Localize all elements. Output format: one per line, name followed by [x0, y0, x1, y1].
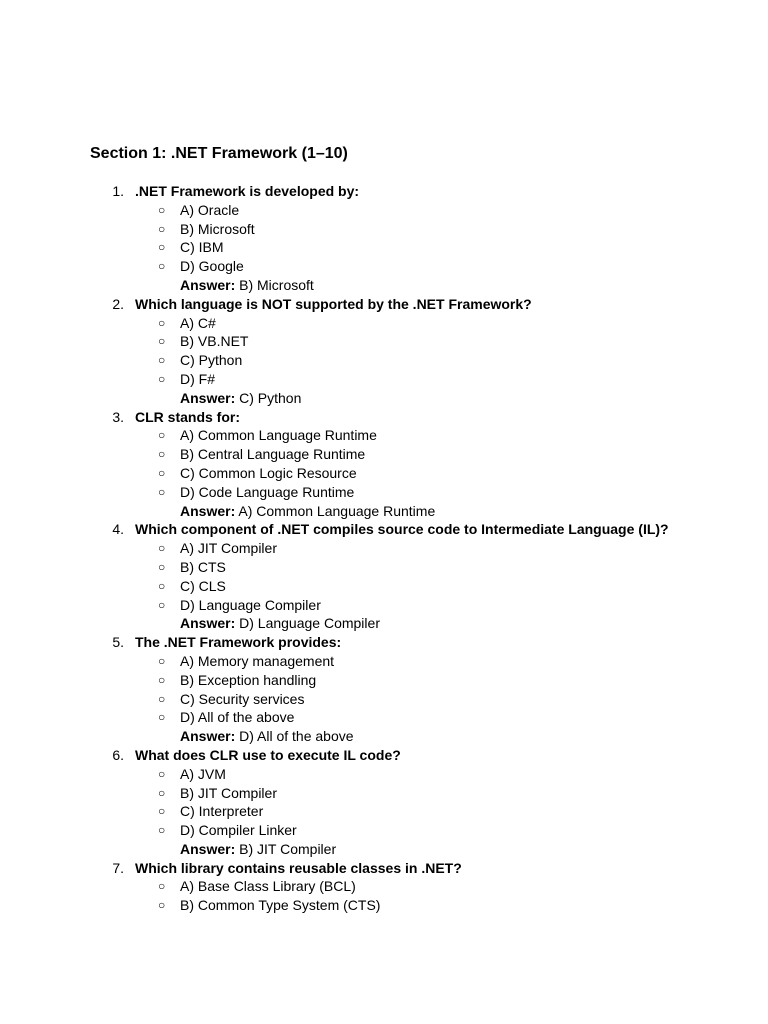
- option-text: D) Language Compiler: [180, 596, 321, 613]
- option-item: [0, 426, 768, 445]
- option-item: [0, 671, 768, 690]
- option-text: C) Common Logic Resource: [180, 464, 357, 481]
- option-item: [0, 784, 768, 803]
- question-text: CLR stands for:: [135, 408, 240, 425]
- option-item: [0, 351, 768, 370]
- option-list: [0, 652, 768, 727]
- answer-line: [0, 276, 768, 295]
- question-text: The .NET Framework provides:: [135, 634, 342, 651]
- option-item: [0, 314, 768, 333]
- option-list: [0, 314, 768, 389]
- hollow-circle-bullet-icon: ○: [158, 823, 166, 838]
- option-text: C) IBM: [180, 239, 224, 256]
- question-item: [0, 182, 768, 295]
- option-text: B) CTS: [180, 558, 226, 575]
- option-text: D) F#: [180, 370, 215, 387]
- hollow-circle-bullet-icon: ○: [158, 541, 166, 556]
- hollow-circle-bullet-icon: ○: [158, 879, 166, 894]
- hollow-circle-bullet-icon: ○: [158, 653, 166, 668]
- hollow-circle-bullet-icon: ○: [158, 691, 166, 706]
- option-list: [0, 765, 768, 840]
- question-item: [0, 859, 768, 915]
- question-text: Which language is NOT supported by the .NET Framework?: [135, 295, 532, 312]
- question-number: 1.: [112, 183, 124, 199]
- answer-label: Answer:: [180, 728, 236, 745]
- hollow-circle-bullet-icon: ○: [158, 334, 166, 349]
- question-number: 4.: [112, 521, 124, 538]
- hollow-circle-bullet-icon: ○: [158, 710, 166, 725]
- question-line: [0, 859, 768, 878]
- hollow-circle-bullet-icon: ○: [158, 259, 166, 274]
- option-item: [0, 708, 768, 727]
- answer-content: [180, 840, 336, 859]
- answer-label: Answer:: [180, 840, 236, 857]
- question-text: What does CLR use to execute IL code?: [135, 746, 401, 763]
- option-item: [0, 483, 768, 502]
- hollow-circle-bullet-icon: ○: [158, 785, 166, 800]
- option-text: D) Code Language Runtime: [180, 483, 355, 500]
- question-list: [0, 182, 768, 915]
- option-item: [0, 652, 768, 671]
- option-text: C) Interpreter: [180, 803, 264, 820]
- answer-value: C) Python: [239, 389, 302, 406]
- hollow-circle-bullet-icon: ○: [158, 766, 166, 781]
- option-item: [0, 370, 768, 389]
- option-text: B) Central Language Runtime: [180, 446, 366, 463]
- option-item: [0, 765, 768, 784]
- answer-label: Answer:: [180, 276, 236, 293]
- answer-content: [180, 502, 435, 521]
- answer-value: D) Language Compiler: [239, 615, 380, 632]
- question-item: [0, 633, 768, 746]
- answer-label: Answer:: [180, 615, 236, 632]
- question-line: [0, 408, 768, 427]
- answer-value: B) JIT Compiler: [239, 840, 337, 857]
- question-line: [0, 182, 768, 201]
- hollow-circle-bullet-icon: ○: [158, 428, 166, 443]
- option-item: [0, 238, 768, 257]
- option-list: [0, 877, 768, 915]
- option-list: [0, 539, 768, 614]
- option-item: [0, 464, 768, 483]
- hollow-circle-bullet-icon: ○: [158, 804, 166, 819]
- option-text: B) Microsoft: [180, 220, 255, 237]
- hollow-circle-bullet-icon: ○: [158, 221, 166, 236]
- option-text: D) Compiler Linker: [180, 822, 297, 839]
- answer-value: A) Common Language Runtime: [238, 502, 436, 519]
- option-item: [0, 821, 768, 840]
- option-text: A) Common Language Runtime: [180, 427, 377, 444]
- question-item: [0, 295, 768, 408]
- option-item: [0, 257, 768, 276]
- option-item: [0, 220, 768, 239]
- option-text: A) Memory management: [180, 652, 335, 669]
- option-text: C) CLS: [180, 577, 226, 594]
- question-number: 5.: [112, 634, 124, 651]
- answer-line: [0, 389, 768, 408]
- option-text: D) All of the above: [180, 709, 295, 726]
- answer-line: [0, 840, 768, 859]
- hollow-circle-bullet-icon: ○: [158, 559, 166, 574]
- question-line: [0, 520, 768, 539]
- option-item: [0, 877, 768, 896]
- question-text: Which component of .NET compiles source code to Intermediate Language (IL)?: [135, 521, 669, 538]
- option-text: D) Google: [180, 258, 244, 275]
- option-list: [0, 426, 768, 501]
- option-text: B) VB.NET: [180, 333, 249, 350]
- option-item: [0, 445, 768, 464]
- option-item: [0, 802, 768, 821]
- question-number: 7.: [112, 859, 124, 876]
- option-item: [0, 201, 768, 220]
- question-line: [0, 746, 768, 765]
- answer-content: [180, 614, 380, 633]
- answer-line: [0, 502, 768, 521]
- answer-content: [180, 389, 301, 408]
- hollow-circle-bullet-icon: ○: [158, 898, 166, 913]
- option-text: B) Exception handling: [180, 671, 317, 688]
- option-item: [0, 896, 768, 915]
- question-item: [0, 746, 768, 859]
- hollow-circle-bullet-icon: ○: [158, 353, 166, 368]
- hollow-circle-bullet-icon: ○: [158, 240, 166, 255]
- answer-value: D) All of the above: [239, 728, 354, 745]
- option-text: C) Python: [180, 352, 243, 369]
- option-text: C) Security services: [180, 690, 305, 707]
- option-text: A) JVM: [180, 765, 226, 782]
- hollow-circle-bullet-icon: ○: [158, 578, 166, 593]
- hollow-circle-bullet-icon: ○: [158, 672, 166, 687]
- question-text: .NET Framework is developed by:: [135, 183, 360, 199]
- hollow-circle-bullet-icon: ○: [158, 202, 166, 217]
- answer-content: [180, 276, 314, 295]
- question-line: [0, 633, 768, 652]
- question-number: 2.: [112, 295, 124, 312]
- hollow-circle-bullet-icon: ○: [158, 597, 166, 612]
- answer-label: Answer:: [180, 502, 236, 519]
- option-item: [0, 690, 768, 709]
- hollow-circle-bullet-icon: ○: [158, 447, 166, 462]
- option-item: [0, 558, 768, 577]
- option-item: [0, 539, 768, 558]
- option-text: A) C#: [180, 314, 216, 331]
- option-item: [0, 577, 768, 596]
- hollow-circle-bullet-icon: ○: [158, 371, 166, 386]
- question-number: 6.: [112, 746, 124, 763]
- answer-line: [0, 727, 768, 746]
- option-text: B) JIT Compiler: [180, 784, 277, 801]
- option-text: A) JIT Compiler: [180, 540, 277, 557]
- option-list: [0, 201, 768, 276]
- answer-value: B) Microsoft: [239, 276, 314, 293]
- hollow-circle-bullet-icon: ○: [158, 315, 166, 330]
- hollow-circle-bullet-icon: ○: [158, 465, 166, 480]
- hollow-circle-bullet-icon: ○: [158, 484, 166, 499]
- question-number: 3.: [112, 408, 124, 425]
- question-item: [0, 408, 768, 521]
- option-item: [0, 596, 768, 615]
- answer-line: [0, 614, 768, 633]
- answer-content: [180, 727, 354, 746]
- question-text: Which library contains reusable classes in .NET?: [135, 859, 462, 876]
- option-text: B) Common Type System (CTS): [180, 897, 381, 914]
- option-text: A) Base Class Library (BCL): [180, 878, 356, 895]
- section-title: Section 1: .NET Framework (1–10): [90, 145, 348, 162]
- option-text: A) Oracle: [180, 201, 240, 218]
- question-line: [0, 295, 768, 314]
- option-item: [0, 332, 768, 351]
- question-item: [0, 520, 768, 633]
- answer-label: Answer:: [180, 389, 236, 406]
